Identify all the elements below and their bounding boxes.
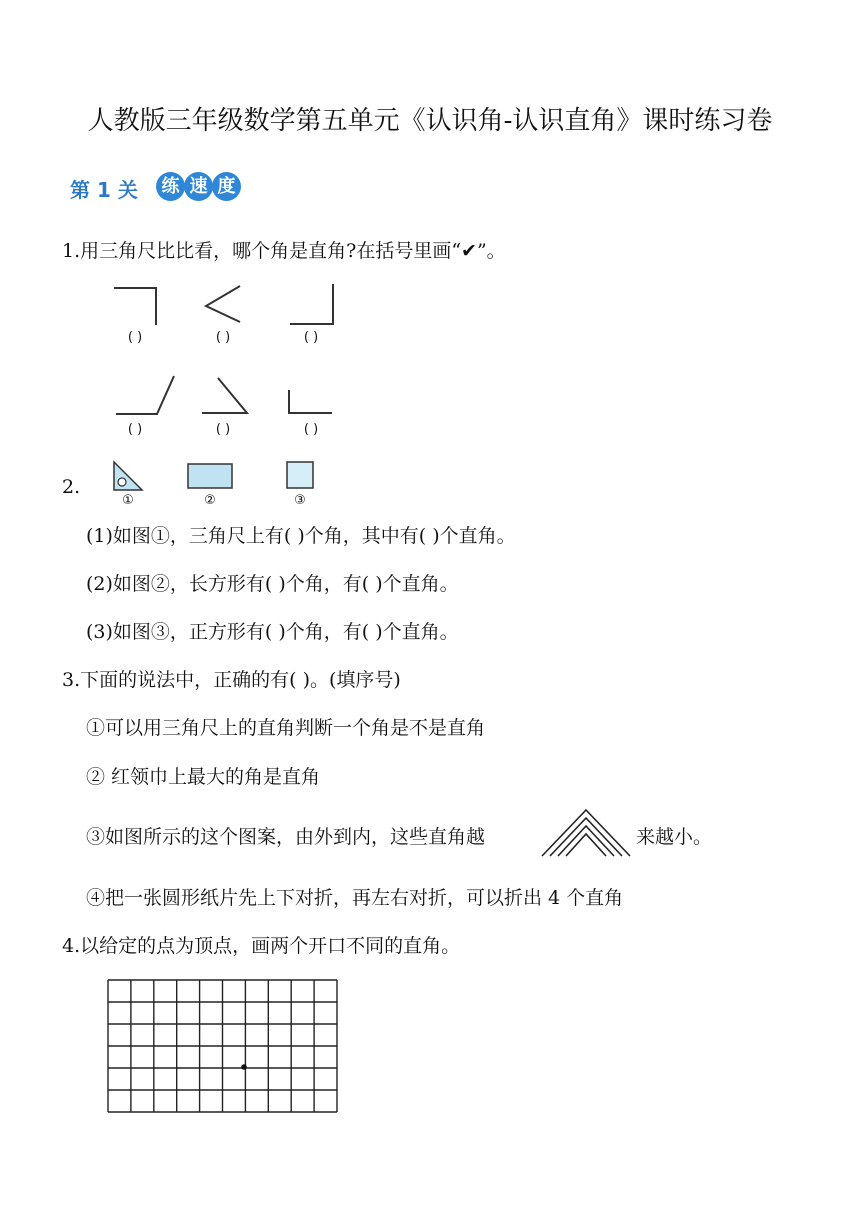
dot-grid[interactable] [106,978,340,1114]
q2-sub-2: (2)如图②，长方形有( )个角，有( )个直角。 [86,573,459,595]
set-square-hole [118,478,126,486]
answer-paren[interactable]: ( ) [215,422,231,437]
answer-paren[interactable]: ( ) [127,422,143,437]
figure-label: ② [204,493,216,508]
nested-right-angles-figure [538,800,634,860]
given-vertex-point [241,1064,247,1070]
angle-figure [114,288,156,325]
angle-figure [290,284,333,324]
question-1-text: 1.用三角尺比比看，哪个角是直角?在括号里画“✔”。 [62,240,506,262]
q3-item-3: ③如图所示的这个图案，由外到内，这些直角越 [86,826,486,848]
angle-figure [202,378,247,413]
q3-item-3-tail: 来越小。 [636,826,713,848]
badge-char: 度 [212,172,241,201]
badge-char: 练 [156,172,185,201]
badge-char: 速 [184,172,213,201]
angle-figure [116,376,174,414]
q3-item-1: ①可以用三角尺上的直角判断一个角是不是直角 [86,717,486,739]
q2-sub-3: (3)如图③，正方形有( )个角，有( )个直角。 [86,621,459,643]
q3-item-4: ④把一张圆形纸片先上下对折，再左右对折，可以折出 4 个直角 [86,887,624,909]
question-2-number: 2. [62,476,81,498]
answer-paren[interactable]: ( ) [127,330,143,345]
angle-figure [206,286,240,322]
figure-label: ① [122,493,134,508]
answer-paren[interactable]: ( ) [215,330,231,345]
rectangle-figure [188,464,232,488]
q3-item-2: ② 红领巾上最大的角是直角 [86,766,321,788]
page-title: 人教版三年级数学第五单元《认识角-认识直角》课时练习卷 [87,106,773,136]
badge-pills [156,172,240,201]
q2-shape-figures [110,458,320,498]
level-label: 第 1 关 [70,178,138,202]
q2-sub-1: (1)如图①，三角尺上有( )个角，其中有( )个直角。 [86,525,516,547]
set-square-figure [114,462,142,490]
figure-label: ③ [294,493,306,508]
angle-figure [289,390,332,413]
square-figure [287,462,313,488]
question-3-text: 3.下面的说法中，正确的有( )。(填序号) [62,669,401,691]
answer-paren[interactable]: ( ) [303,330,319,345]
answer-paren[interactable]: ( ) [303,422,319,437]
question-4-text: 4.以给定的点为顶点，画两个开口不同的直角。 [62,935,461,957]
